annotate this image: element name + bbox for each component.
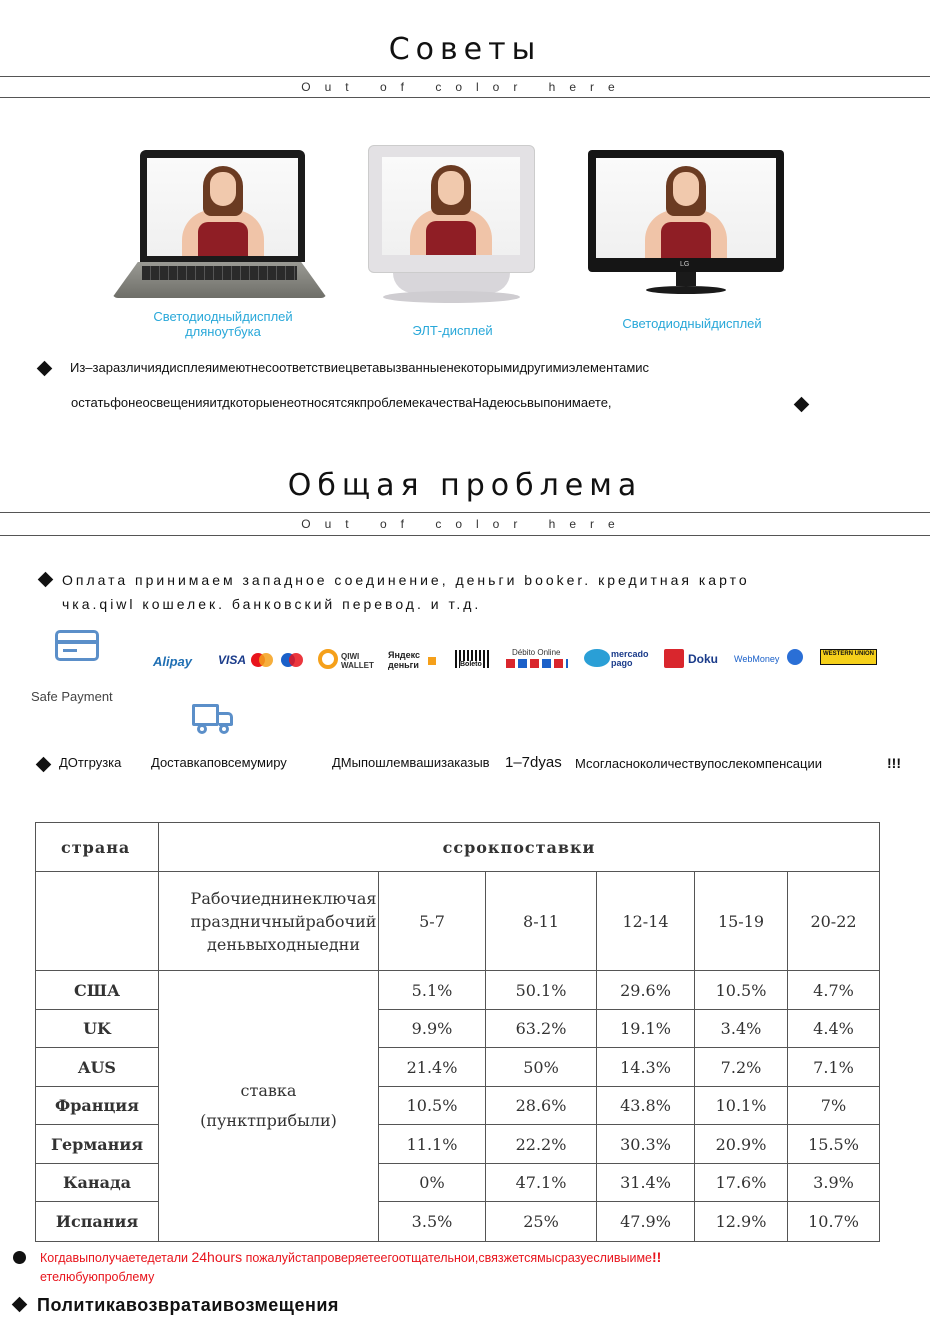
blank-cell [36, 872, 159, 971]
rate-cell: 19.1% [597, 1010, 695, 1048]
boleto-logo: Boleto [460, 661, 482, 668]
rate-cell: 4.4% [788, 1010, 880, 1048]
rate-cell: 5.1% [379, 971, 486, 1010]
section-title-problem: Общая проблема [287, 468, 643, 503]
visa-mastercard-logo: VISA [218, 651, 308, 669]
rate-cell: 3.5% [379, 1202, 486, 1242]
rate-cell: 22.2% [486, 1125, 597, 1164]
debito-online-logo: Débito Online [512, 648, 561, 657]
rate-cell: 25% [486, 1202, 597, 1242]
rate-cell: 7.2% [695, 1048, 788, 1087]
table-row [36, 971, 880, 1010]
rate-cell: 31.4% [597, 1164, 695, 1202]
laptop-image [112, 150, 327, 300]
rate-cell: 12.9% [695, 1202, 788, 1242]
credit-card-icon [55, 630, 99, 661]
rate-cell: 10.5% [695, 971, 788, 1010]
tips-line-2: остатьфонеосвещенияитдкоторыенеотносятсякпроблемекачестваНадеюсьвыпонимаете, [71, 395, 612, 410]
bullet-icon [36, 757, 52, 773]
rate-label: ставка (пунктприбыли) [159, 971, 379, 1242]
rate-cell: 9.9% [379, 1010, 486, 1048]
country-cell: AUS [36, 1048, 159, 1087]
truck-icon [192, 704, 236, 736]
rate-cell: 10.5% [379, 1087, 486, 1125]
shipping-label: ДОтгрузка [59, 755, 122, 770]
rate-cell: 10.7% [788, 1202, 880, 1242]
rate-cell: 15.5% [788, 1125, 880, 1164]
doku-logo: Doku [688, 652, 718, 666]
delivery-rates-table [35, 822, 880, 1242]
shipping-days: 1–7dyas [505, 754, 562, 771]
rate-cell: 30.3% [597, 1125, 695, 1164]
lcd-monitor-image [588, 150, 784, 300]
tips-line-1: Из–заразличиядисплеяимеютнесоответствиецветавызванныенекоторымидругимиэлементамис [70, 360, 650, 375]
section-subtitle: Out of color here [301, 517, 629, 531]
day-range: 5-7 [379, 872, 486, 971]
delivery-time-header: ссрокпоставки [159, 823, 880, 872]
day-range: 15-19 [695, 872, 788, 971]
rate-cell: 0% [379, 1164, 486, 1202]
bullet-icon [794, 397, 810, 413]
crt-monitor-image [368, 145, 535, 305]
divider [0, 97, 930, 98]
divider [0, 76, 930, 77]
country-cell: Испания [36, 1202, 159, 1242]
rate-cell: 20.9% [695, 1125, 788, 1164]
payment-line-2: чка.qiwl кошелек. банковский перевод. и т.д. [62, 596, 482, 612]
rate-cell: 10.1% [695, 1087, 788, 1125]
divider [0, 512, 930, 513]
rate-cell: 43.8% [597, 1087, 695, 1125]
bullet-dot-icon [13, 1251, 26, 1264]
day-range: 20-22 [788, 872, 880, 971]
payment-line-1: Оплата принимаем западное соединение, деньги booker. кредитная карто [62, 572, 750, 588]
rate-cell: 17.6% [695, 1164, 788, 1202]
shipping-worldwide: Доставкаповсемумиру [151, 755, 287, 770]
webmoney-logo: WebMoney [734, 654, 780, 664]
mercadopago-logo: mercado pago [611, 649, 649, 668]
country-cell: Канада [36, 1164, 159, 1202]
shipping-compensation: Мсогласноколичествупослекомпенсации [575, 756, 822, 771]
doku-icon [664, 649, 684, 668]
display-label-laptop: Светодиодныйдисплей дляноутбука [153, 309, 293, 339]
bullet-icon [37, 361, 53, 377]
notice-line-2: етелюбуюпроблему [40, 1270, 155, 1284]
rate-cell: 14.3% [597, 1048, 695, 1087]
model-photo [396, 157, 506, 255]
monitor-brand: LG [680, 261, 690, 268]
bullet-icon [12, 1297, 28, 1313]
globe-icon [787, 649, 803, 665]
bank-icons [506, 659, 568, 668]
country-header: страна [36, 823, 159, 872]
rate-cell: 47.1% [486, 1164, 597, 1202]
shipping-send: ДМыпошлемвашизаказыв [332, 755, 490, 770]
mercadopago-icon [584, 649, 610, 667]
display-label-lcd: Светодиодныйдисплей [622, 316, 762, 331]
bullet-icon [38, 572, 54, 588]
western-union-logo: WESTERN UNION [820, 649, 877, 665]
country-cell: США [36, 971, 159, 1010]
rate-cell: 11.1% [379, 1125, 486, 1164]
rate-cell: 7% [788, 1087, 880, 1125]
safe-payment-label: Safe Payment [31, 689, 113, 704]
rate-cell: 50.1% [486, 971, 597, 1010]
model-photo [168, 158, 278, 256]
section-title-tips: Советы [388, 32, 542, 67]
rate-cell: 3.4% [695, 1010, 788, 1048]
notice-line-1: Когдавыполучаетедетали 24hours пожалуйстапроверяетеегоотщательнои,связжетсямысразуесливыиме!! [40, 1249, 662, 1265]
rate-cell: 29.6% [597, 971, 695, 1010]
return-policy-title: Политикавозвратаивозмещения [37, 1295, 339, 1315]
yandex-money-logo: Яндекс деньги [388, 650, 421, 670]
rate-cell: 47.9% [597, 1202, 695, 1242]
country-cell: UK [36, 1010, 159, 1048]
country-cell: Германия [36, 1125, 159, 1164]
rate-cell: 21.4% [379, 1048, 486, 1087]
rate-cell: 63.2% [486, 1010, 597, 1048]
alipay-logo: Alipay [153, 654, 193, 669]
yandex-icon [428, 657, 436, 665]
exclaim: !!! [887, 755, 901, 771]
rate-cell: 50% [486, 1048, 597, 1087]
day-range: 12-14 [597, 872, 695, 971]
country-cell: Франция [36, 1087, 159, 1125]
qiwi-logo: QIWI WALLET [341, 652, 374, 670]
display-label-crt: ЭЛТ-дисплей [412, 323, 493, 338]
divider [0, 535, 930, 536]
day-range: 8-11 [486, 872, 597, 971]
rate-cell: 7.1% [788, 1048, 880, 1087]
section-subtitle: Out of color here [301, 80, 629, 94]
rate-cell: 4.7% [788, 971, 880, 1010]
rate-cell: 3.9% [788, 1164, 880, 1202]
model-photo [631, 158, 741, 258]
qiwi-icon [318, 649, 338, 669]
rate-cell: 28.6% [486, 1087, 597, 1125]
workdays-label: Рабочиеднинеключая праздничныйрабочий деньвыходныедни [159, 872, 379, 971]
